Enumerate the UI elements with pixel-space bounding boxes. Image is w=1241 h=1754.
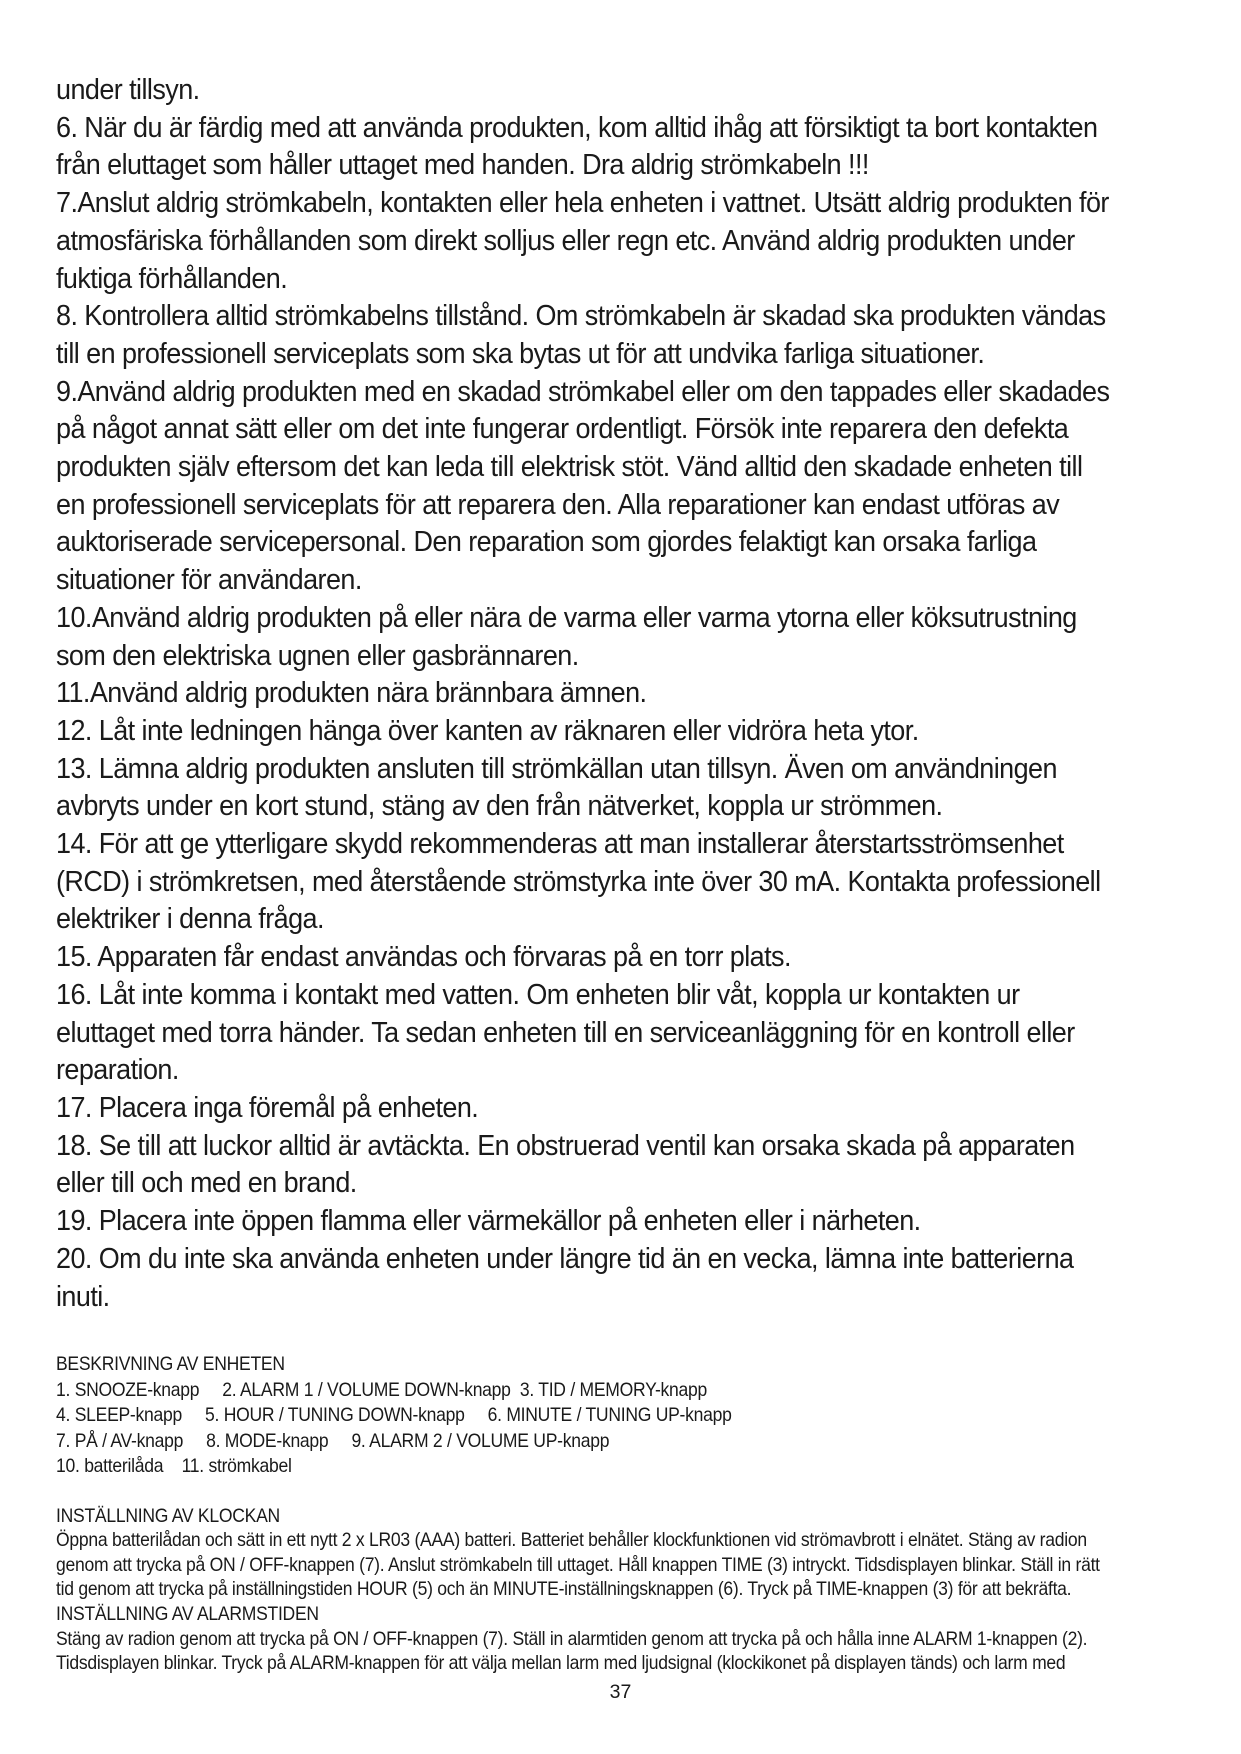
safety-instruction-line: på något annat sätt eller om det inte fungerar ordentligt. Försök inte reparera den defekta — [56, 413, 1069, 446]
safety-instruction-line: till en professionell serviceplats som ska bytas ut för att undvika farliga situationer. — [56, 337, 985, 370]
safety-instruction-line: 8. Kontrollera alltid strömkabelns tillstånd. Om strömkabeln är skadad ska produkten vändas — [56, 300, 1106, 333]
safety-instruction-line: inuti. — [56, 1280, 110, 1313]
safety-instructions — [56, 72, 1186, 1316]
safety-instruction-line: avbryts under en kort stund, stäng av den från nätverket, koppla ur strömmen. — [56, 790, 943, 823]
safety-instruction-line: eller till och med en brand. — [56, 1167, 357, 1200]
safety-instruction-line: 19. Placera inte öppen flamma eller värmekällor på enheten eller i närheten. — [56, 1205, 921, 1238]
description-line: 1. SNOOZE-knapp 2. ALARM 1 / VOLUME DOWN-knapp 3. TID / MEMORY-knapp — [56, 1378, 708, 1401]
safety-instruction-line: 9.Använd aldrig produkten med en skadad strömkabel eller om den tappades eller skadades — [56, 375, 1110, 408]
safety-instruction-line: 11.Använd aldrig produkten nära brännbara ämnen. — [56, 677, 647, 710]
safety-instruction-line: en professionell serviceplats för att reparera den. Alla reparationer kan endast utföras av — [56, 488, 1060, 521]
safety-instruction-line: 10.Använd aldrig produkten på eller nära de varma eller varma ytorna eller köksutrustning — [56, 601, 1077, 634]
clock-setting-line: Öppna batterilådan och sätt in ett nytt 2 x LR03 (AAA) batteri. Batteriet behåller klockfunktionen vid strömavbrott i elnätet. Stäng av radion — [56, 1529, 1087, 1552]
safety-instruction-line: 13. Lämna aldrig produkten ansluten till strömkällan utan tillsyn. Även om användningen — [56, 752, 1057, 785]
clock-setting-line: tid genom att trycka på inställningstiden HOUR (5) och än MINUTE-inställningsknappen (6). Tryck på TIME-knappen (3) för att bekräfta. — [56, 1578, 1072, 1601]
safety-instruction-line: reparation. — [56, 1054, 179, 1087]
clock-setting-line: genom att trycka på ON / OFF-knappen (7). Anslut strömkabeln till uttaget. Håll knappen TIME (3) intryckt. Tidsdisplayen blinkar. Ställ in rätt — [56, 1553, 1100, 1576]
safety-instruction-line: fuktiga förhållanden. — [56, 262, 288, 295]
safety-instruction-line: 20. Om du inte ska använda enheten under längre tid än en vecka, lämna inte batterierna — [56, 1242, 1074, 1275]
safety-instruction-line: 17. Placera inga föremål på enheten. — [56, 1091, 479, 1124]
safety-instruction-line: elektriker i denna fråga. — [56, 903, 324, 936]
safety-instruction-line: 12. Låt inte ledningen hänga över kanten av räknaren eller vidröra heta ytor. — [56, 714, 919, 747]
safety-instruction-line: (RCD) i strömkretsen, med återstående strömstyrka inte över 30 mA. Kontakta professionell — [56, 865, 1101, 898]
section-heading-alarm: INSTÄLLNING AV ALARMSTIDEN — [56, 1603, 319, 1626]
safety-instruction-line: situationer för användaren. — [56, 564, 362, 597]
alarm-setting-line: Tidsdisplayen blinkar. Tryck på ALARM-knappen för att välja mellan larm med ljudsignal (klockikonet på displayen tänds) och larm med — [56, 1652, 1066, 1675]
device-description-section — [56, 1352, 1186, 1480]
safety-instruction-line: från eluttaget som håller uttaget med handen. Dra aldrig strömkabeln !!! — [56, 149, 869, 182]
safety-instruction-line: 15. Apparaten får endast användas och förvaras på en torr plats. — [56, 941, 791, 974]
description-line: 10. batterilåda 11. strömkabel — [56, 1455, 292, 1478]
safety-instruction-line: 6. När du är färdig med att använda produkten, kom alltid ihåg att försiktigt ta bort kontakten — [56, 111, 1098, 144]
section-heading-description: BESKRIVNING AV ENHETEN — [56, 1353, 285, 1376]
safety-instruction-line: produkten själv eftersom det kan leda till elektrisk stöt. Vänd alltid den skadade enheten till — [56, 451, 1083, 484]
page-number: 37 — [609, 1681, 632, 1703]
safety-instruction-line: 7.Anslut aldrig strömkabeln, kontakten eller hela enheten i vattnet. Utsätt aldrig produkten för — [56, 187, 1109, 220]
safety-instruction-line: auktoriserade servicepersonal. Den reparation som gjordes felaktigt kan orsaka farliga — [56, 526, 1037, 559]
clock-setting-section — [56, 1504, 1186, 1676]
safety-instruction-line: atmosfäriska förhållanden som direkt solljus eller regn etc. Använd aldrig produkten under — [56, 224, 1075, 257]
safety-instruction-line: eluttaget med torra händer. Ta sedan enheten till en serviceanläggning för en kontroll eller — [56, 1016, 1075, 1049]
alarm-setting-line: Stäng av radion genom att trycka på ON / OFF-knappen (7). Ställ in alarmtiden genom att trycka på och hålla inne ALARM 1-knappen (2). — [56, 1627, 1088, 1650]
description-line: 4. SLEEP-knapp 5. HOUR / TUNING DOWN-knapp 6. MINUTE / TUNING UP-knapp — [56, 1404, 732, 1427]
safety-instruction-line: som den elektriska ugnen eller gasbrännaren. — [56, 639, 579, 672]
safety-instruction-line: 16. Låt inte komma i kontakt med vatten. Om enheten blir våt, koppla ur kontakten ur — [56, 978, 1020, 1011]
manual-page — [56, 72, 1186, 1676]
safety-instruction-line: under tillsyn. — [56, 74, 200, 106]
description-line: 7. PÅ / AV-knapp 8. MODE-knapp 9. ALARM 2 / VOLUME UP-knapp — [56, 1429, 610, 1452]
safety-instruction-line: 18. Se till att luckor alltid är avtäckta. En obstruerad ventil kan orsaka skada på apparaten — [56, 1129, 1075, 1162]
section-heading-clock: INSTÄLLNING AV KLOCKAN — [56, 1504, 280, 1527]
safety-instruction-line: 14. För att ge ytterligare skydd rekommenderas att man installerar återstartsströmsenhet — [56, 828, 1064, 861]
